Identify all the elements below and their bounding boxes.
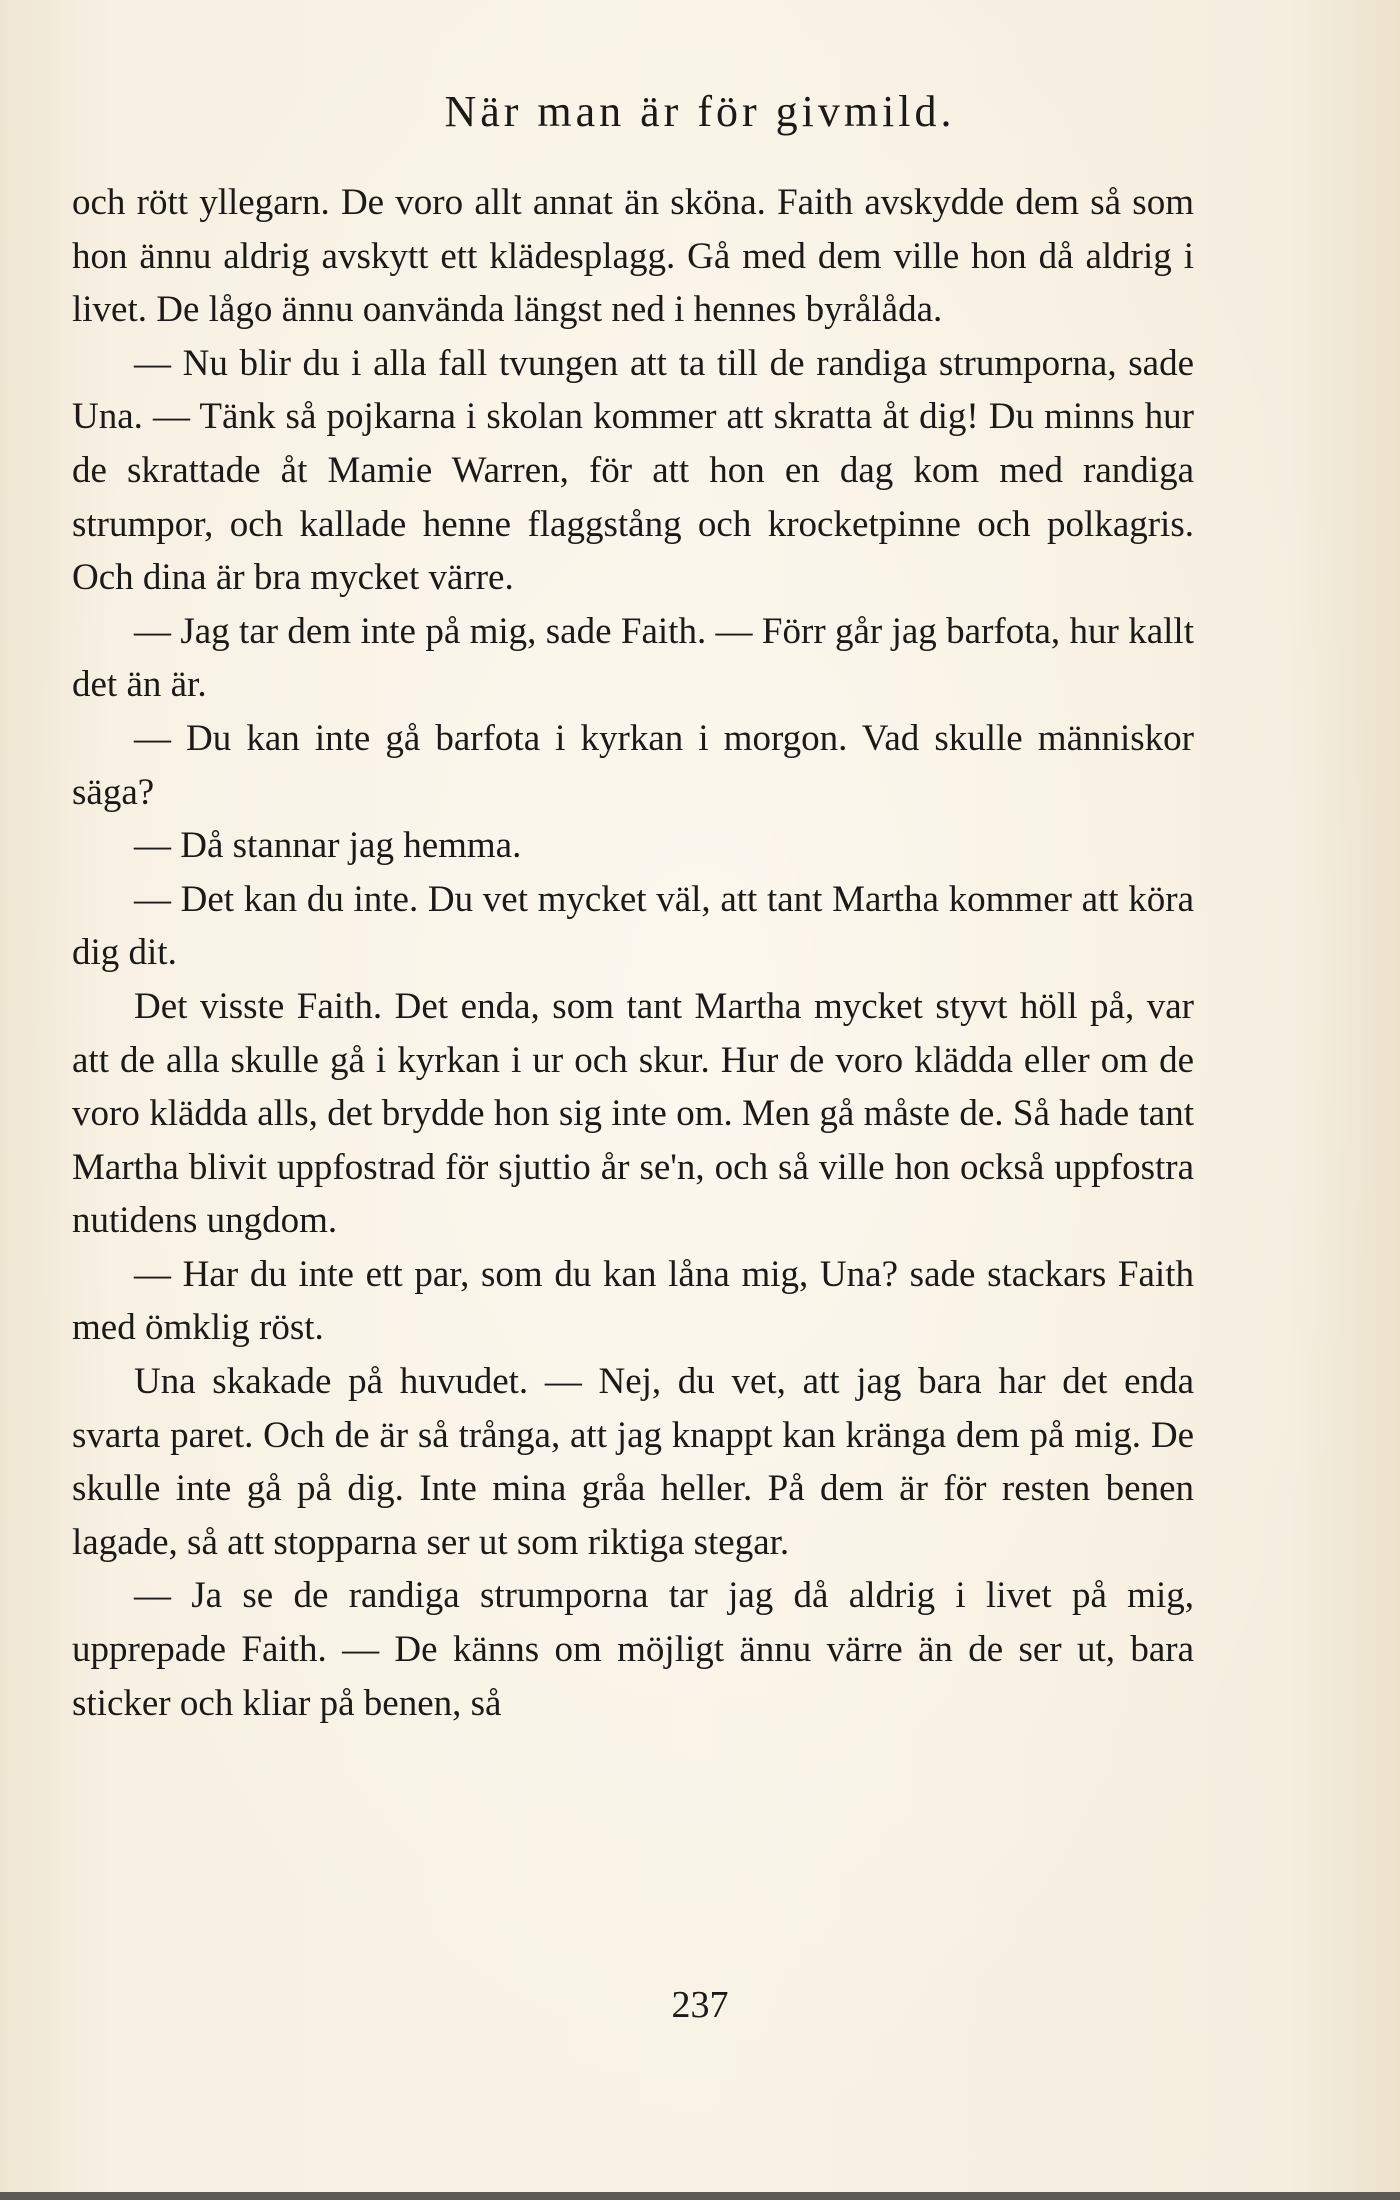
running-head: När man är för givmild. — [444, 87, 956, 136]
paragraph-6: — Det kan du inte. Du vet mycket väl, att tant Martha kommer att köra dig dit. — [72, 878, 1194, 974]
paragraph-4: — Du kan inte gå barfota i kyrkan i morgon. Vad skulle människor säga? — [72, 717, 1194, 813]
paragraph-10: — Ja se de randiga strumporna tar jag då aldrig i livet på mig, upprepade Faith. — De känns om möjligt ännu värre än de ser ut, bara sticker och kliar på benen, så — [72, 1575, 1194, 1724]
paragraph-2: — Nu blir du i alla fall tvungen att ta till de randiga strumporna, sade Una. — Tänk så pojkarna i skolan kommer att skratta åt dig! Du minns hur de skrattade åt Mamie Warren, för att hon en dag kom med randiga strumpor, och kallade henne flaggstång och krocketpinne och polkagris. Och dina är bra mycket värre. — [72, 342, 1194, 599]
paragraph-9: Una skakade på huvudet. — Nej, du vet, att jag bara har det enda svarta paret. Och de är så trånga, att jag knappt kan kränga dem på mig. De skulle inte gå på dig. Inte mina gråa heller. På dem är för resten benen lagade, så att stopparna ser ut som riktiga stegar. — [72, 1361, 1194, 1563]
page-bottom-edge — [0, 2192, 1400, 2200]
body-text — [72, 176, 1194, 1730]
paragraph-1: och rött yllegarn. De voro allt annat än sköna. Faith avskydde dem så som hon ännu aldrig avskytt ett klädesplagg. Gå med dem ville hon då aldrig i livet. De lågo ännu oanvända längst ned i hennes byrålåda. — [72, 182, 1194, 331]
paragraph-7: Det visste Faith. Det enda, som tant Martha mycket styvt höll på, var att de alla skulle gå i kyrkan i ur och skur. Hur de voro klädda eller om de voro klädda alls, det brydde hon sig inte om. Men gå måste de. Så hade tant Martha blivit uppfostrad för sjuttio år se'n, och så ville hon också uppfostra nutidens ungdom. — [72, 985, 1194, 1242]
page-number: 237 — [671, 1984, 729, 2026]
paragraph-3: — Jag tar dem inte på mig, sade Faith. — Förr går jag barfota, hur kallt det än är. — [72, 610, 1194, 706]
paragraph-5: — Då stannar jag hemma. — [134, 825, 522, 867]
paragraph-8: — Har du inte ett par, som du kan låna mig, Una? sade stackars Faith med ömklig röst. — [72, 1253, 1194, 1349]
